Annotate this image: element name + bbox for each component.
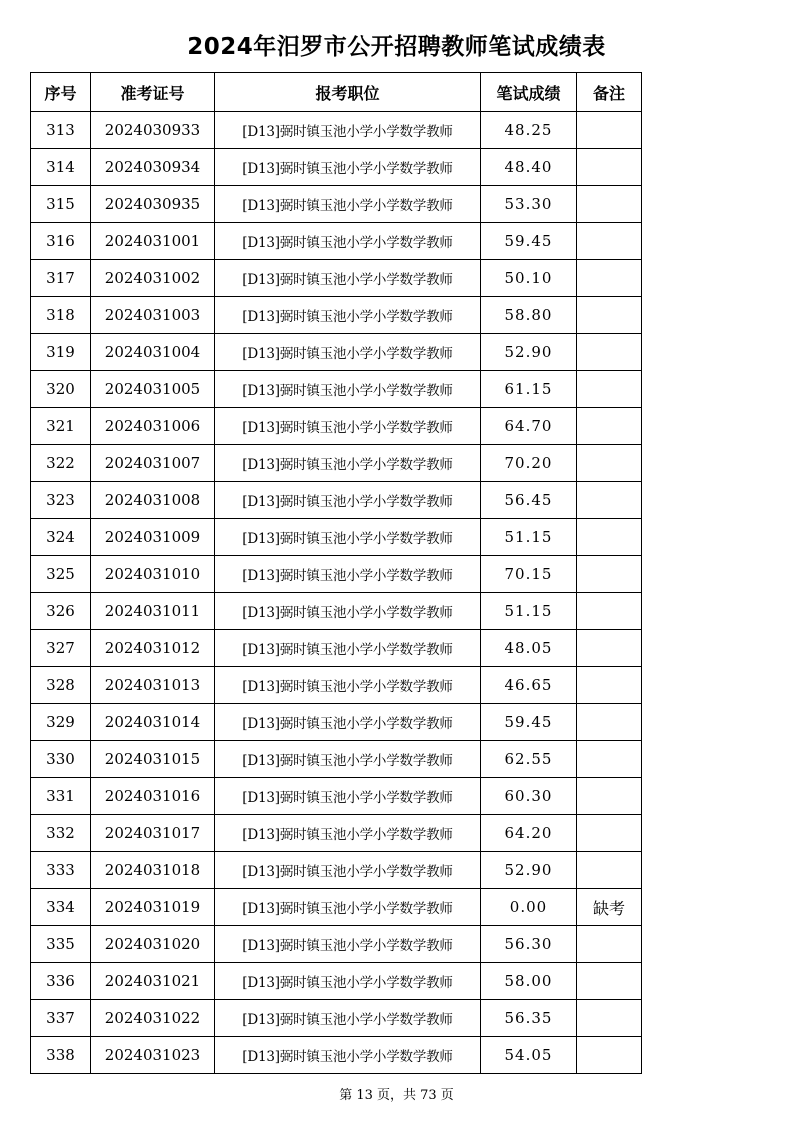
cell-position: [D13]弼时镇玉池小学小学数学教师	[215, 408, 481, 445]
cell-exam-id: 2024031023	[91, 1037, 215, 1074]
cell-note	[577, 815, 642, 852]
table-row	[31, 297, 642, 334]
cell-position: [D13]弼时镇玉池小学小学数学教师	[215, 186, 481, 223]
col-header-note: 备注	[577, 73, 642, 112]
cell-score: 53.30	[481, 186, 577, 223]
table-row	[31, 1037, 642, 1074]
cell-score: 56.35	[481, 1000, 577, 1037]
table-row	[31, 445, 642, 482]
cell-position: [D13]弼时镇玉池小学小学数学教师	[215, 778, 481, 815]
cell-no: 335	[31, 926, 91, 963]
cell-score: 59.45	[481, 704, 577, 741]
cell-note	[577, 963, 642, 1000]
cell-exam-id: 2024031012	[91, 630, 215, 667]
cell-note	[577, 556, 642, 593]
cell-note	[577, 334, 642, 371]
cell-score: 51.15	[481, 519, 577, 556]
cell-no: 338	[31, 1037, 91, 1074]
cell-exam-id: 2024031002	[91, 260, 215, 297]
cell-score: 50.10	[481, 260, 577, 297]
table-header-row	[31, 73, 642, 112]
cell-score: 59.45	[481, 223, 577, 260]
table-row	[31, 926, 642, 963]
cell-exam-id: 2024031009	[91, 519, 215, 556]
cell-position: [D13]弼时镇玉池小学小学数学教师	[215, 149, 481, 186]
cell-exam-id: 2024031021	[91, 963, 215, 1000]
cell-no: 328	[31, 667, 91, 704]
table-row	[31, 260, 642, 297]
cell-no: 337	[31, 1000, 91, 1037]
table-row	[31, 482, 642, 519]
cell-score: 56.45	[481, 482, 577, 519]
cell-position: [D13]弼时镇玉池小学小学数学教师	[215, 704, 481, 741]
cell-exam-id: 2024030935	[91, 186, 215, 223]
cell-score: 62.55	[481, 741, 577, 778]
table-row	[31, 630, 642, 667]
cell-note	[577, 1000, 642, 1037]
cell-position: [D13]弼时镇玉池小学小学数学教师	[215, 667, 481, 704]
page-footer: 第 13 页，共 73 页	[339, 1088, 454, 1103]
cell-no: 315	[31, 186, 91, 223]
table-row	[31, 149, 642, 186]
cell-note	[577, 852, 642, 889]
cell-note	[577, 260, 642, 297]
cell-score: 48.25	[481, 112, 577, 149]
cell-score: 52.90	[481, 334, 577, 371]
cell-position: [D13]弼时镇玉池小学小学数学教师	[215, 889, 481, 926]
cell-note	[577, 593, 642, 630]
table-row	[31, 186, 642, 223]
table-row	[31, 889, 642, 926]
cell-position: [D13]弼时镇玉池小学小学数学教师	[215, 519, 481, 556]
cell-no: 330	[31, 741, 91, 778]
cell-no: 322	[31, 445, 91, 482]
cell-no: 320	[31, 371, 91, 408]
cell-position: [D13]弼时镇玉池小学小学数学教师	[215, 852, 481, 889]
cell-note	[577, 704, 642, 741]
table-row	[31, 852, 642, 889]
cell-exam-id: 2024031007	[91, 445, 215, 482]
cell-position: [D13]弼时镇玉池小学小学数学教师	[215, 482, 481, 519]
cell-note	[577, 223, 642, 260]
cell-note	[577, 149, 642, 186]
cell-no: 321	[31, 408, 91, 445]
cell-score: 56.30	[481, 926, 577, 963]
scores-table	[30, 72, 642, 1074]
cell-position: [D13]弼时镇玉池小学小学数学教师	[215, 445, 481, 482]
cell-score: 51.15	[481, 593, 577, 630]
cell-exam-id: 2024031020	[91, 926, 215, 963]
cell-position: [D13]弼时镇玉池小学小学数学教师	[215, 815, 481, 852]
cell-no: 316	[31, 223, 91, 260]
col-header-no: 序号	[31, 73, 91, 112]
cell-position: [D13]弼时镇玉池小学小学数学教师	[215, 926, 481, 963]
cell-exam-id: 2024031010	[91, 556, 215, 593]
cell-no: 314	[31, 149, 91, 186]
cell-no: 336	[31, 963, 91, 1000]
cell-exam-id: 2024031019	[91, 889, 215, 926]
cell-note	[577, 112, 642, 149]
cell-position: [D13]弼时镇玉池小学小学数学教师	[215, 223, 481, 260]
cell-position: [D13]弼时镇玉池小学小学数学教师	[215, 112, 481, 149]
table-row	[31, 334, 642, 371]
cell-position: [D13]弼时镇玉池小学小学数学教师	[215, 1000, 481, 1037]
cell-position: [D13]弼时镇玉池小学小学数学教师	[215, 630, 481, 667]
table-row	[31, 741, 642, 778]
table-row	[31, 593, 642, 630]
cell-no: 325	[31, 556, 91, 593]
cell-position: [D13]弼时镇玉池小学小学数学教师	[215, 1037, 481, 1074]
table-row	[31, 519, 642, 556]
cell-score: 60.30	[481, 778, 577, 815]
cell-note	[577, 297, 642, 334]
cell-exam-id: 2024031001	[91, 223, 215, 260]
table-row	[31, 1000, 642, 1037]
cell-no: 324	[31, 519, 91, 556]
table-row	[31, 371, 642, 408]
cell-score: 46.65	[481, 667, 577, 704]
cell-score: 48.40	[481, 149, 577, 186]
cell-exam-id: 2024031017	[91, 815, 215, 852]
cell-position: [D13]弼时镇玉池小学小学数学教师	[215, 260, 481, 297]
cell-note	[577, 630, 642, 667]
cell-note	[577, 371, 642, 408]
table-body	[31, 112, 642, 1074]
cell-position: [D13]弼时镇玉池小学小学数学教师	[215, 371, 481, 408]
cell-exam-id: 2024030933	[91, 112, 215, 149]
cell-position: [D13]弼时镇玉池小学小学数学教师	[215, 556, 481, 593]
cell-exam-id: 2024031003	[91, 297, 215, 334]
cell-note	[577, 667, 642, 704]
cell-exam-id: 2024031008	[91, 482, 215, 519]
cell-exam-id: 2024031004	[91, 334, 215, 371]
cell-no: 327	[31, 630, 91, 667]
table-row	[31, 667, 642, 704]
cell-score: 70.15	[481, 556, 577, 593]
cell-score: 48.05	[481, 630, 577, 667]
col-header-exam-id: 准考证号	[91, 73, 215, 112]
cell-exam-id: 2024031006	[91, 408, 215, 445]
cell-score: 70.20	[481, 445, 577, 482]
cell-no: 323	[31, 482, 91, 519]
cell-no: 331	[31, 778, 91, 815]
col-header-score: 笔试成绩	[481, 73, 577, 112]
table-row	[31, 112, 642, 149]
cell-no: 333	[31, 852, 91, 889]
cell-score: 54.05	[481, 1037, 577, 1074]
table-row	[31, 556, 642, 593]
cell-exam-id: 2024031014	[91, 704, 215, 741]
cell-note	[577, 778, 642, 815]
cell-score: 58.80	[481, 297, 577, 334]
cell-note	[577, 482, 642, 519]
cell-note	[577, 926, 642, 963]
cell-note	[577, 445, 642, 482]
table-row	[31, 704, 642, 741]
cell-note	[577, 408, 642, 445]
cell-score: 58.00	[481, 963, 577, 1000]
cell-note	[577, 741, 642, 778]
table-row	[31, 963, 642, 1000]
cell-no: 326	[31, 593, 91, 630]
cell-position: [D13]弼时镇玉池小学小学数学教师	[215, 963, 481, 1000]
cell-score: 64.70	[481, 408, 577, 445]
cell-score: 52.90	[481, 852, 577, 889]
cell-no: 313	[31, 112, 91, 149]
cell-no: 318	[31, 297, 91, 334]
cell-exam-id: 2024031013	[91, 667, 215, 704]
cell-position: [D13]弼时镇玉池小学小学数学教师	[215, 593, 481, 630]
cell-no: 332	[31, 815, 91, 852]
table-row	[31, 778, 642, 815]
cell-position: [D13]弼时镇玉池小学小学数学教师	[215, 334, 481, 371]
cell-exam-id: 2024031022	[91, 1000, 215, 1037]
table-row	[31, 223, 642, 260]
cell-exam-id: 2024031005	[91, 371, 215, 408]
cell-no: 319	[31, 334, 91, 371]
cell-position: [D13]弼时镇玉池小学小学数学教师	[215, 741, 481, 778]
cell-note: 缺考	[577, 889, 642, 926]
cell-no: 329	[31, 704, 91, 741]
cell-exam-id: 2024030934	[91, 149, 215, 186]
cell-exam-id: 2024031015	[91, 741, 215, 778]
cell-exam-id: 2024031011	[91, 593, 215, 630]
table-row	[31, 408, 642, 445]
cell-score: 64.20	[481, 815, 577, 852]
cell-position: [D13]弼时镇玉池小学小学数学教师	[215, 297, 481, 334]
page-title: 2024年汨罗市公开招聘教师笔试成绩表	[187, 34, 606, 60]
cell-no: 334	[31, 889, 91, 926]
cell-exam-id: 2024031016	[91, 778, 215, 815]
cell-no: 317	[31, 260, 91, 297]
cell-score: 61.15	[481, 371, 577, 408]
col-header-position: 报考职位	[215, 73, 481, 112]
table-row	[31, 815, 642, 852]
cell-note	[577, 519, 642, 556]
cell-exam-id: 2024031018	[91, 852, 215, 889]
cell-note	[577, 186, 642, 223]
cell-score: 0.00	[481, 889, 577, 926]
cell-note	[577, 1037, 642, 1074]
